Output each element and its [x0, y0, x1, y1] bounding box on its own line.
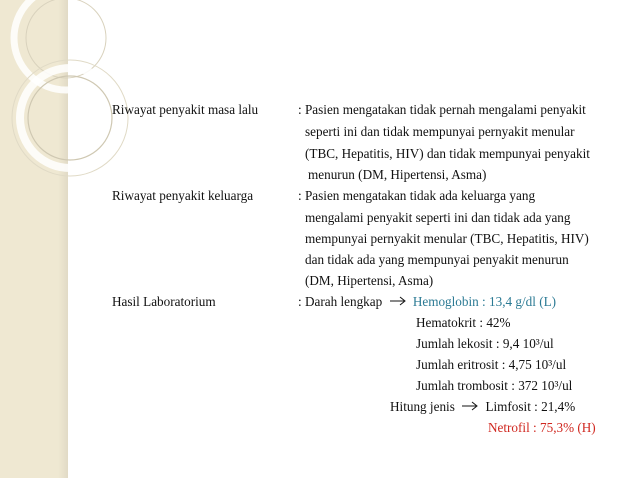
- riwayat-masa-lalu-line-2: seperti ini dan tidak mempunyai pernyakit menular: [305, 124, 575, 139]
- riwayat-keluarga-line-5: (DM, Hipertensi, Asma): [305, 273, 434, 288]
- netrofil-value: Netrofil : 75,3% (H): [488, 420, 596, 435]
- right-arrow-icon: [389, 294, 407, 310]
- riwayat-masa-lalu-line-4: menurun (DM, Hipertensi, Asma): [308, 167, 487, 182]
- riwayat-keluarga-line-3: mempunyai pernyakit menular (TBC, Hepatitis, HIV): [305, 231, 589, 246]
- label-hasil-laboratorium: Hasil Laboratorium: [112, 294, 216, 309]
- hematokrit-value: Hematokrit : 42%: [416, 315, 511, 330]
- hemoglobin-value: Hemoglobin : 13,4 g/dl (L): [412, 294, 557, 309]
- leukosit-value: Jumlah lekosit : 9,4 10³/ul: [416, 336, 554, 351]
- decorative-circles: [0, 0, 130, 478]
- riwayat-keluarga-line-1: : Pasien mengatakan tidak ada keluarga yang: [298, 188, 536, 203]
- label-riwayat-masa-lalu: Riwayat penyakit masa lalu: [112, 102, 259, 117]
- riwayat-keluarga-line-4: dan tidak ada yang mempunyai penyakit menurun: [305, 252, 569, 267]
- darah-lengkap-row: [298, 294, 556, 310]
- riwayat-keluarga-line-2: mengalami penyakit seperti ini dan tidak ada yang: [305, 210, 571, 225]
- riwayat-masa-lalu-line-1: : Pasien mengatakan tidak pernah mengalami penyakit: [298, 102, 586, 117]
- hitung-jenis-label: Hitung jenis: [390, 399, 455, 414]
- riwayat-masa-lalu-line-3: (TBC, Hepatitis, HIV) dan tidak mempunyai penyakit: [305, 146, 590, 161]
- trombosit-value: Jumlah trombosit : 372 10³/ul: [416, 378, 573, 393]
- eritrosit-value: Jumlah eritrosit : 4,75 10³/ul: [416, 357, 567, 372]
- limfosit-value: Limfosit : 21,4%: [485, 399, 576, 414]
- right-arrow-icon: [461, 399, 479, 415]
- darah-lengkap-label: : Darah lengkap: [298, 294, 383, 309]
- label-riwayat-keluarga: Riwayat penyakit keluarga: [112, 188, 254, 203]
- hitung-jenis-row: [390, 399, 575, 415]
